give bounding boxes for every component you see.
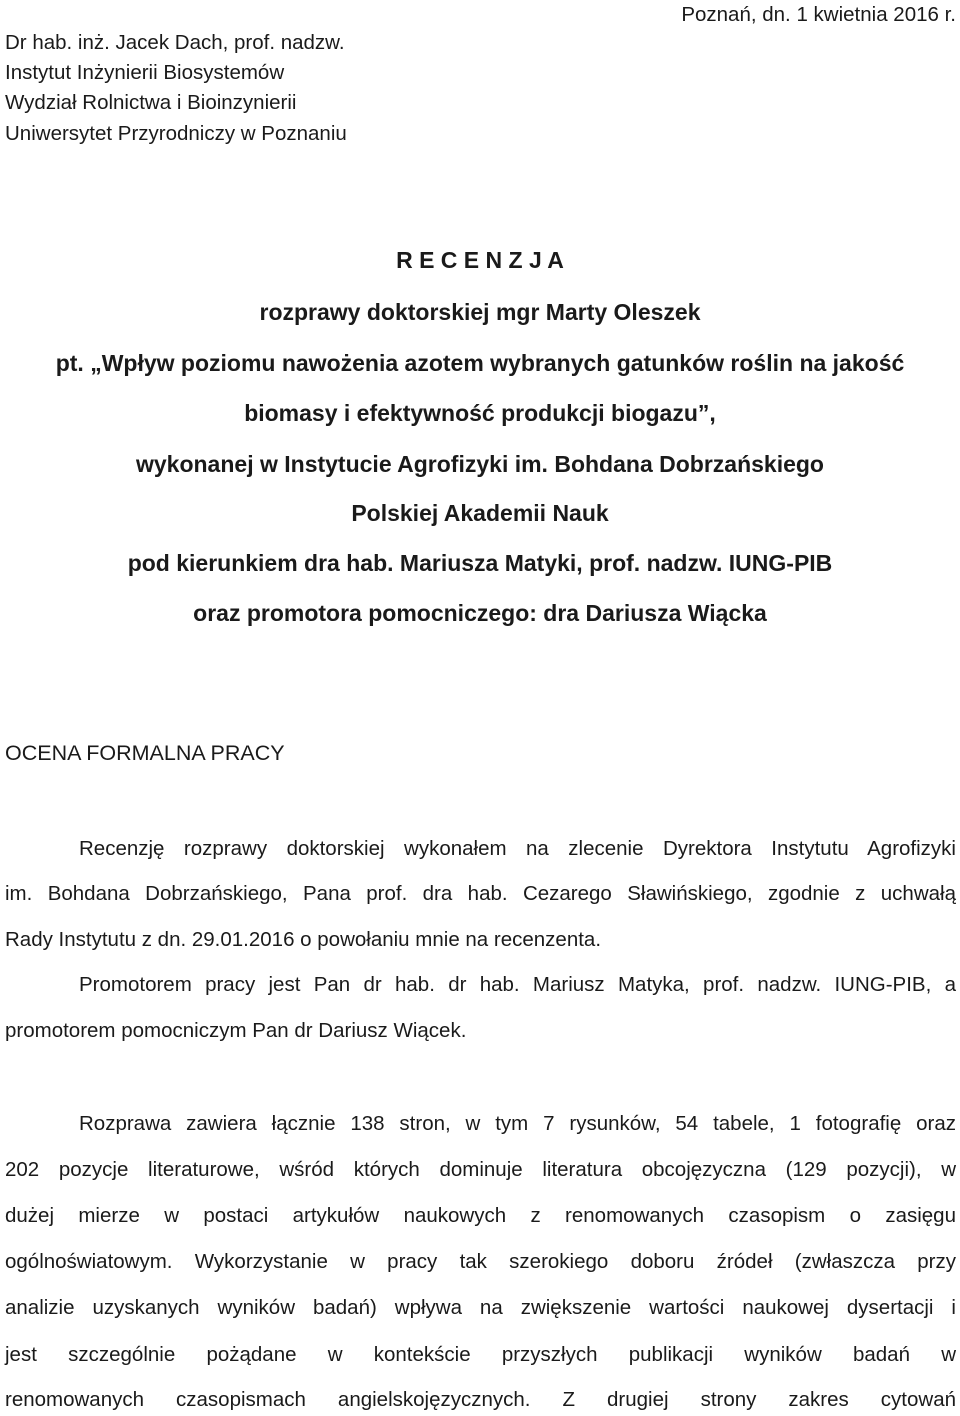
paragraph-line: promotorem pomocniczym Pan dr Dariusz Wiącek. — [5, 1019, 467, 1042]
heading-line: biomasy i efektywność produkcji biogazu”, — [244, 400, 716, 426]
paragraph-line: im. Bohdana Dobrzańskiego, Pana prof. dra hab. Cezarego Sławińskiego, zgodnie z uchwałą — [5, 882, 956, 905]
author-university: Uniwersytet Przyrodniczy w Poznaniu — [5, 122, 347, 145]
heading-line: pod kierunkiem dra hab. Mariusza Matyki, prof. nadzw. IUNG-PIB — [127, 550, 833, 576]
author-faculty: Wydział Rolnictwa i Bioinzynierii — [5, 91, 297, 114]
paragraph-line: Rozprawa zawiera łącznie 138 stron, w tym 7 rysunków, 54 tabele, 1 fotografię oraz — [79, 1112, 956, 1135]
paragraph-line: analizie uzyskanych wyników badań) wpływa na zwiększenie wartości naukowej dysertacji i — [5, 1296, 956, 1319]
author-institute: Instytut Inżynierii Biosystemów — [5, 61, 285, 84]
heading-line: oraz promotora pomocniczego: dra Dariusza Wiącka — [193, 600, 767, 626]
paragraph-line: Recenzję rozprawy doktorskiej wykonałem na zlecenie Dyrektora Instytutu Agrofizyki — [79, 837, 956, 860]
paragraph-line: Rady Instytutu z dn. 29.01.2016 o powołaniu mnie na recenzenta. — [5, 928, 602, 951]
paragraph-line: dużej mierze w postaci artykułów naukowych z renomowanych czasopism o zasięgu — [5, 1204, 956, 1227]
heading-line: wykonanej w Instytucie Agrofizyki im. Bohdana Dobrzańskiego — [135, 451, 824, 477]
paragraph-line: 202 pozycje literaturowe, wśród których dominuje literatura obcojęzyczna (129 pozycji), w — [5, 1158, 956, 1181]
paragraph-line: ogólnoświatowym. Wykorzystanie w pracy tak szerokiego doboru źródeł (zwłaszcza przy — [5, 1250, 956, 1273]
paragraph-line: Promotorem pracy jest Pan dr hab. dr hab. Mariusz Matyka, prof. nadzw. IUNG-PIB, a — [79, 973, 956, 996]
heading-line: Polskiej Akademii Nauk — [351, 500, 609, 526]
paragraph-line: jest szczególnie pożądane w kontekście przyszłych publikacji wyników badań w — [5, 1343, 956, 1366]
heading-line: rozprawy doktorskiej mgr Marty Oleszek — [259, 299, 701, 325]
author-name: Dr hab. inż. Jacek Dach, prof. nadzw. — [5, 31, 345, 54]
heading-line: pt. „Wpływ poziomu nawożenia azotem wybranych gatunków roślin na jakość — [55, 350, 905, 376]
paragraph-line: renomowanych czasopismach angielskojęzycznych. Z drugiej strony zakres cytowań — [5, 1388, 956, 1411]
document-title: R E C E N Z J A — [396, 247, 564, 273]
section-title: OCENA FORMALNA PRACY — [5, 741, 285, 765]
document-date: Poznań, dn. 1 kwietnia 2016 r. — [681, 3, 956, 26]
